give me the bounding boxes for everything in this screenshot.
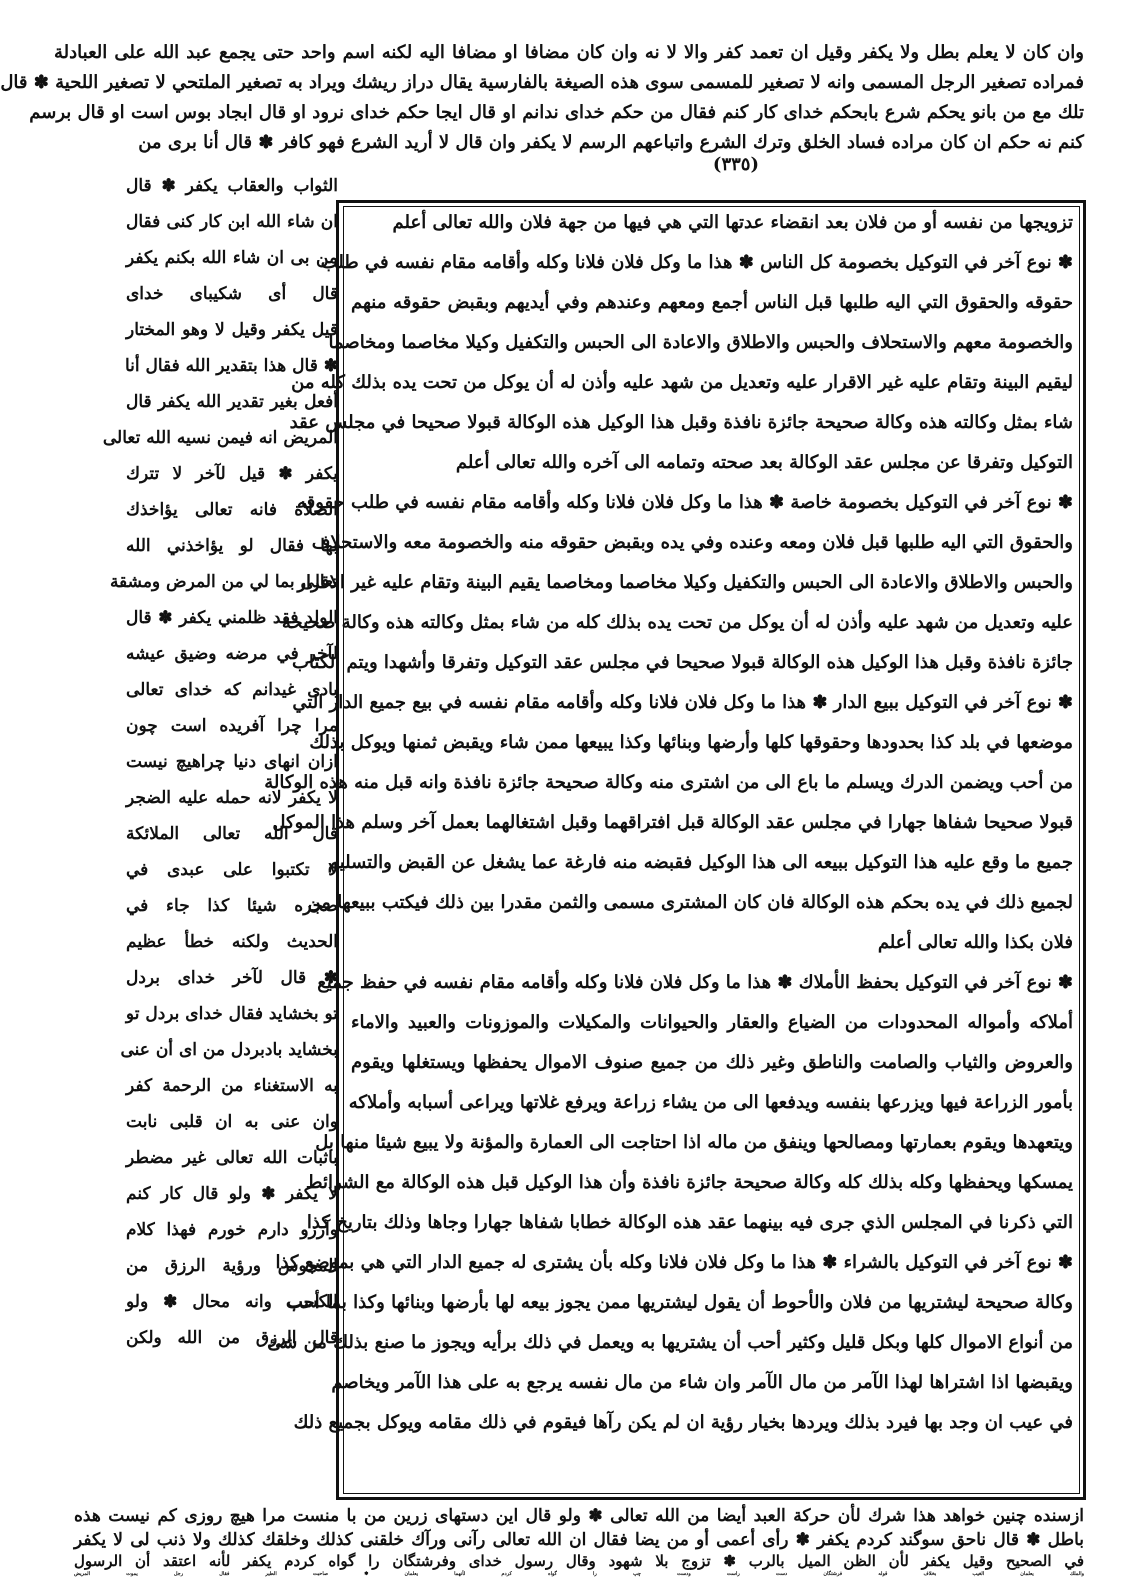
main-line: لجميع ذلك في يده بحكم هذه الوكالة فان كان المشترى مسمى والثمن مقدرا بين ذلك فيكتب ببيعها من bbox=[307, 892, 1073, 913]
margin-line: الولد فقد ظلمني يكفر ✽ قال bbox=[126, 608, 338, 628]
margin-line: بخشايد بادبردل من اى أن عنى bbox=[120, 1040, 338, 1060]
section-heading-line: ✽ نوع آخر في التوكيل بحفظ الأملاك ✽ هذا ما وكل فلان فلانا وكله وأقامه مقام نفسه في حفظ جميع bbox=[317, 972, 1073, 993]
margin-line: الصلاة فانه تعالى يؤاخذك bbox=[126, 500, 338, 520]
margin-line: قال الله تعالى الملائكة bbox=[126, 824, 338, 844]
margin-line: به الاستغناء من الرحمة كفر bbox=[126, 1076, 338, 1096]
main-text bbox=[264, 212, 1073, 1489]
main-line: والخصومة معهم والاستحلاف والحبس والاطلاق والاعادة الى الحبس والتكفيل وكيلا مخاصما ومخاصما bbox=[328, 332, 1073, 353]
margin-line: قيل يكفر وقيل لا وهو المختار bbox=[126, 320, 338, 340]
main-line: تزويجها من نفسه أو من فلان بعد انقضاء عدتها التي هي فيها من جهة فلان والله تعالى أعلم bbox=[392, 212, 1073, 233]
main-line: في عيب ان وجد بها فيرد بذلك ويردها بخيار رؤية ان لم يكن رآها فيقوم في ذلك مقامه ويوكل بجميع ذلك bbox=[293, 1412, 1073, 1433]
margin-line: من بى ان شاء الله بكنم يكفر bbox=[126, 248, 338, 268]
top-line-1: وان كان لا يعلم بطل ولا يكفر وقيل ان تعمد كفر والا لا نه وان كان مضافا او مضافا اليه لكنه اسم واحد حتى يجمع عبد الله على العبادلة bbox=[54, 42, 1084, 63]
main-line: التي ذكرنا في المجلس الذي جرى فيه بينهما عقد هذه الوكالة خطابا شفاها جهارا وجاها وذلك بتاريخ كذا bbox=[306, 1212, 1073, 1233]
top-line-2: فمراده تصغير الرجل المسمى وانه لا تصغير للمسمى سوى هذه الصيغة بالفارسية يقال دراز ريشك ويراد به تصغير الملتحي لا تصغير اللحية ✽ قال bbox=[0, 72, 1084, 93]
main-line: جائزة نافذة وقبل هذا الوكيل هذه الوكالة قبولا صحيحا في مجلس عقد التوكيل وتفرقا وأشهدا ويتم الكتاب bbox=[292, 652, 1073, 673]
main-line: موضعها في بلد كذا بحدودها وحقوقها كلها وأرضها وبنائها وكذا يبيعها ممن شاء ويقبض ثمنها ويوكل بذلك bbox=[309, 732, 1073, 753]
section-heading-line: ✽ نوع آخر في التوكيل بخصومة خاصة ✽ هذا ما وكل فلان فلانا وكله وأقامه مقام نفسه في طلب حقوقه bbox=[296, 492, 1073, 513]
main-line: فلان بكذا والله تعالى أعلم bbox=[877, 932, 1073, 953]
top-line-4: كنم نه حكم ان كان مراده فساد الخلق وترك الشرع واتباعهم الرسم لا يكفر وان قال لا أريد الشرع فهو كافر ✽ قال أنا برى من bbox=[138, 132, 1084, 153]
margin-line: باثبات الله تعالى غير مضطر bbox=[126, 1148, 338, 1168]
margin-line: تو بخشايد فقال خداى بردل تو bbox=[125, 1004, 338, 1024]
main-line: ويتعهدها ويقوم بعمارتها ومصالحها وينفق من ماله اذا احتاجت الى العمارة والمؤنة ولا يبيع شيئا منها بل bbox=[315, 1132, 1073, 1153]
main-line: والعروض والثياب والصامت والناطق وغير ذلك من جميع صنوف الاموال يحفظها ويستغلها ويقوم bbox=[351, 1052, 1073, 1073]
margin-line: تعالى بما لي من المرض ومشقة bbox=[109, 572, 338, 592]
margin-line: مرا چرا آفريده است چون bbox=[126, 716, 338, 736]
margin-line: ✽ قال هذا بتقدير الله فقال أنا bbox=[124, 356, 338, 376]
bottom-line-2: باطل ✽ قال ناحق سوگند كردم يكفر ✽ رأى أعمى أو من يضا فقال ان الله تعالى رآنى ورآك خلقنى كذلك وخلقك كذلك ولا ذنب لى لا يكفر bbox=[74, 1530, 1084, 1550]
margin-line: يكفر ✽ قيل لآخر لا تترك bbox=[126, 464, 338, 484]
section-heading-line: ✽ نوع آخر في التوكيل ببيع الدار ✽ هذا ما وكل فلان فلانا وكله وأقامه مقام نفسه في بيع جميع الدار التي bbox=[292, 692, 1073, 713]
top-line-3: تلك مع من بانو يحكم شرع بابحكم خداى كار كنم فقال من حكم خداى ندانم او قال ايجا حكم خداى نرود او قال ابجاد بوس است او قال برسم bbox=[29, 102, 1084, 123]
main-line: من أحب ويضمن الدرك ويسلم ما باع الى من اشترى منه وكالة صحيحة جائزة نافذة وانه قبل منه هذه الوكالة bbox=[264, 772, 1073, 793]
margin-line: ضجره شيئا كذا جاء في bbox=[126, 896, 338, 916]
main-line: ليقيم البينة وتقام عليه غير الاقرار عليه وتعديل من شهد عليه وأذن له أن يوكل من تحت يده بذلك كله من bbox=[291, 372, 1073, 393]
main-line: ويقبضها اذا اشتراها لهذا الآمر من مال الآمر وان شاء من مال نفسه يرجع به على هذا الآمر ويخاصم bbox=[331, 1372, 1073, 1393]
bottom-line-4: والملك يعلمان الغيب بخلاف قوله فرشتگان دست راست ودست چپ را گواه كردم لأنهما يعلمان ✽ صاحبت الطير فقال رجل يموت المريض bbox=[74, 1571, 1084, 1577]
margin-line: ان شاء الله ابن كار كنى فقال bbox=[126, 212, 338, 232]
bottom-line-1: ازسنده چنين خواهد هذا شرك لأن حركة العبد أيضا من الله تعالى ✽ ولو قال اين دستهاى زرين من با منست مرا هيچ روزى كم نيست هذه bbox=[74, 1506, 1084, 1526]
margin-line: ✽ قال لآخر خداى بردل bbox=[126, 968, 338, 988]
main-line: قبولا صحيحا شفاها جهارا في مجلس عقد الوكالة قبل افتراقهما وقبل اشتغالهما بعمل آخر وسلم هذا الموكل bbox=[272, 812, 1073, 833]
main-line: التوكيل وتفرقا عن مجلس عقد الوكالة بعد صحته وتمامه الى آخره والله تعالى أعلم bbox=[455, 452, 1073, 473]
page-number: (٣٣٥) bbox=[712, 154, 759, 175]
margin-line: أفعل بغير تقدير الله يكفر قال bbox=[126, 392, 338, 412]
section-heading-line: ✽ نوع آخر في التوكيل بخصومة كل الناس ✽ هذا ما وكل فلان فلانا وكله وأقامه مقام نفسه في طلب bbox=[320, 252, 1073, 273]
main-line: أملاكه وأمواله المحدودات من الضياع والعقار والحيوانات والمكيلات والموزونات والعبيد والاماء bbox=[351, 1012, 1073, 1033]
main-line: حقوقه والحقوق التي اليه طلبها قبل الناس أجمع ومعهم وعندهم وفي أيديهم وبقبض حقوقه منهم bbox=[351, 292, 1073, 313]
margin-line: وان عنى به ان قلبى نابت bbox=[126, 1112, 338, 1132]
margin-line: قال الرزق من الله ولكن bbox=[126, 1328, 338, 1348]
main-line: والحبس والاطلاق والاعادة الى الحبس والتكفيل وكيلا مخاصما ومخاصما يقيم البينة وتقام عليه غير الاقرار bbox=[297, 572, 1073, 593]
margin-line: ازان انهاى دنيا چراهيچ نيست bbox=[126, 752, 338, 772]
section-heading-line: ✽ نوع آخر في التوكيل بالشراء ✽ هذا ما وكل فلان فلانا وكله بأن يشترى له جميع الدار التي هي بموضع كذا bbox=[275, 1252, 1073, 1273]
main-line: عليه وتعديل من شهد عليه وأذن له أن يوكل من تحت يده بذلك كله من شاء بمثل وكالته هذه وكالة صحيحة bbox=[281, 612, 1073, 633]
main-line: جميع ما وقع عليه هذا التوكيل ببيعه الى هذا الوكيل فقبضه منه فارغة عما يشغل عن القبض والتسليم bbox=[327, 852, 1073, 873]
main-line: بأمور الزراعة فيها ويزرعها بنفسه ويدفعها الى من يشاء زراعة ويرفع غلاتها ويراعى أسبابه وأملاكه bbox=[348, 1092, 1073, 1113]
margin-line: المريض انه فيمن نسيه الله تعالى bbox=[102, 428, 338, 448]
main-line: شاء بمثل وكالته هذه وكالة صحيحة جائزة نافذة وقبل هذا الوكيل هذه الوكالة قبولا صحيحا في مجلس عقد bbox=[289, 412, 1073, 433]
main-line: وكالة صحيحة ليشتريها من فلان والأحوط أن يقول ليشتريها ممن يجوز بيعه لها بأرضها وبنائها وكذا بما أحب bbox=[285, 1292, 1073, 1313]
main-line: من أنواع الاموال كلها وبكل قليل وكثير أحب أن يشتريها به ويعمل في ذلك برأيه ويجوز ما صنع بذلك من شئ bbox=[267, 1332, 1073, 1353]
main-line: والحقوق التي اليه طلبها قبل فلان ومعه وعنده وفي يده وبقبض حقوقه منه والخصومة معه والاستحلاف bbox=[311, 532, 1073, 553]
margin-line: وآرزو دارم خورم فهذا كلام bbox=[126, 1220, 338, 1240]
margin-line: بها فقال لو يؤاخذني الله bbox=[126, 536, 338, 556]
margin-line: لآخر في مرضه وضيق عيشه bbox=[126, 644, 338, 664]
margin-line: الثواب والعقاب يكفر ✽ قال bbox=[126, 176, 338, 196]
margin-line: لا يكفر لانه حمله عليه الضجر bbox=[126, 788, 338, 808]
margin-line: لا يكفر ✽ ولو قال كار كنم bbox=[126, 1184, 338, 1204]
margin-line: الكسب وانه محال ✽ ولو bbox=[126, 1292, 338, 1312]
margin-line: الحديث ولكنه خطأ عظيم bbox=[126, 932, 338, 952]
margin-line: بادى غيدانم كه خداى تعالى bbox=[126, 680, 338, 700]
margin-line: المجوس ورؤية الرزق من bbox=[126, 1256, 338, 1276]
margin-line: قال أى شكيباى خداى bbox=[126, 284, 338, 304]
margin-line: لا تكتبوا على عبدى في bbox=[126, 860, 338, 880]
bottom-line-3: في الصحيح وقيل يكفر لأن الظن الميل بالرب ✽ تزوج بلا شهود وقال رسول خداى وفرشتگان را گواه كردم يكفر لأنه اعتقد أن الرسول bbox=[74, 1552, 1084, 1570]
main-line: يمسكها ويحفظها وكله بذلك كله وكالة صحيحة جائزة نافذة وأن هذا الوكيل قبل هذه الوكالة مع الشرائط bbox=[305, 1172, 1073, 1193]
